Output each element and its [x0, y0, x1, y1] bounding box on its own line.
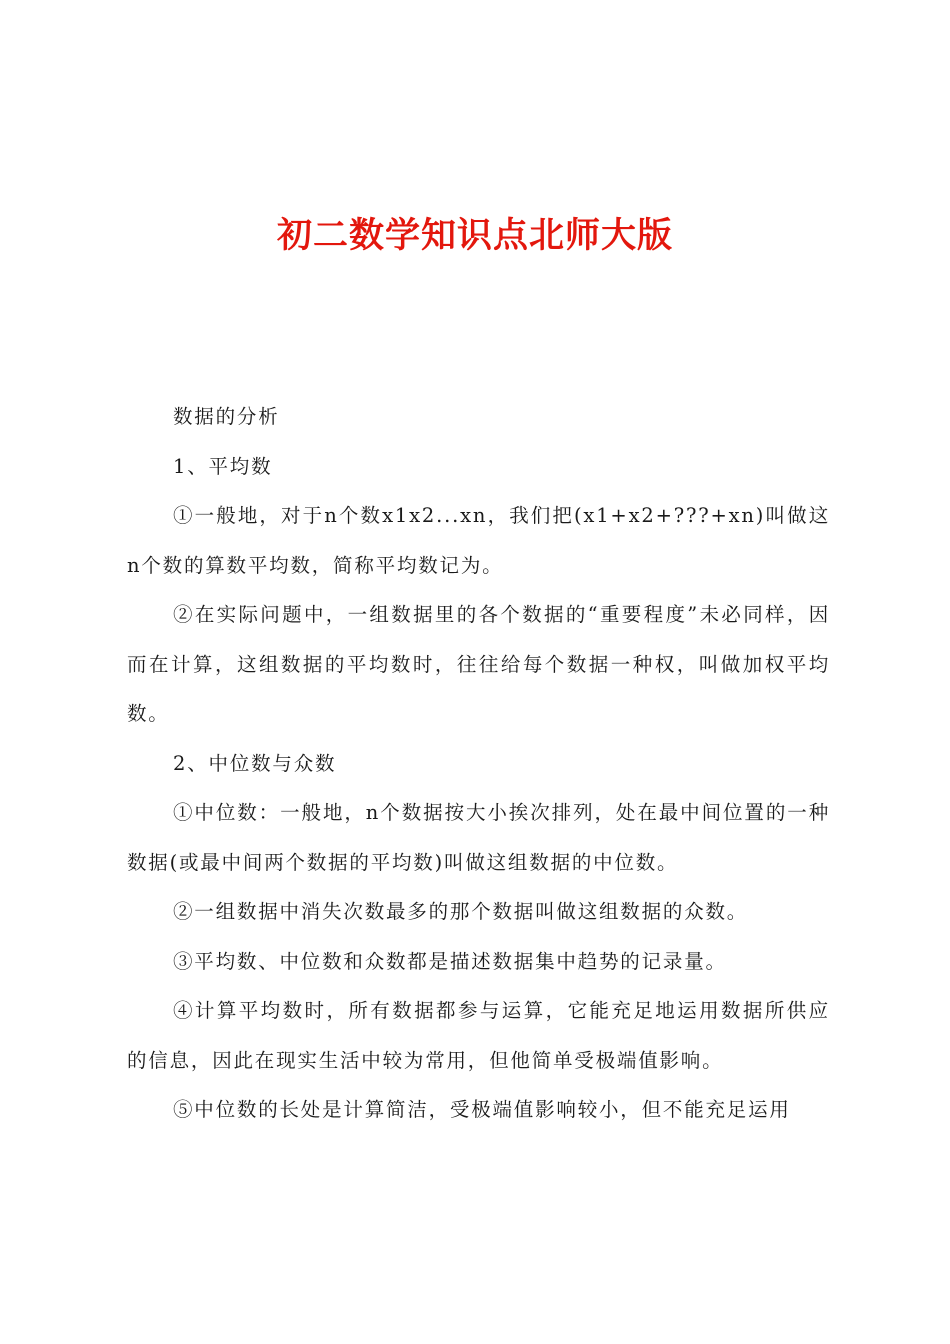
- document-body: [127, 392, 830, 1135]
- paragraph-mode-definition: ②一组数据中消失次数最多的那个数据叫做这组数据的众数。: [173, 900, 749, 923]
- paragraph-weighted-mean: ②在实际问题中，一组数据里的各个数据的“重要程度”未必同样，因而在计算，这组数据的平均数时，往往给每个数据一种权，叫做加权平均数。: [127, 603, 830, 725]
- paragraph-mean-definition: ①一般地，对于n个数x1x2...xn，我们把(x1+x2+???+xn)叫做这n个数的算数平均数，简称平均数记为。: [127, 504, 830, 577]
- subheading-mean: 1、平均数: [173, 454, 273, 478]
- section-heading-data-analysis: 数据的分析: [173, 405, 280, 428]
- paragraph-mean-properties: ④计算平均数时，所有数据都参与运算，它能充足地运用数据所供应的信息，因此在现实生活中较为常用，但他简单受极端值影响。: [127, 999, 830, 1072]
- paragraph-median-properties: ⑤中位数的长处是计算简洁，受极端值影响较小，但不能充足运用: [173, 1098, 791, 1121]
- paragraph-median-definition: ①中位数：一般地，n个数据按大小挨次排列，处在最中间位置的一种数据(或最中间两个数据的平均数)叫做这组数据的中位数。: [127, 801, 830, 874]
- paragraph-central-tendency: ③平均数、中位数和众数都是描述数据集中趋势的记录量。: [173, 949, 727, 973]
- subheading-median-mode: 2、中位数与众数: [173, 751, 337, 775]
- document-title: 初二数学知识点北师大版: [276, 216, 673, 256]
